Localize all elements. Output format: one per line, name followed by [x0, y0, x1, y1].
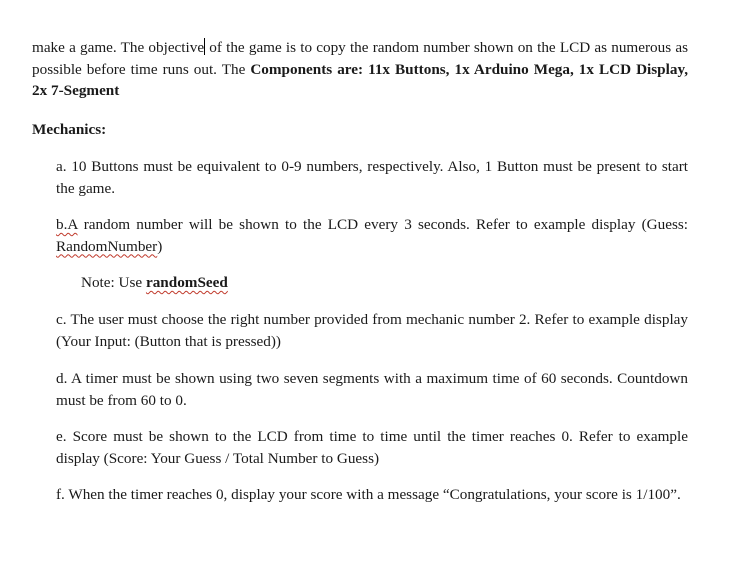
- components-list: Components are: 11x Buttons, 1x Arduino Mega, 1x LCD Display, 2x 7-Segment: [32, 60, 688, 99]
- intro-text-start: make a game. The objective: [32, 39, 205, 56]
- note-keyword-randomseed: randomSeed: [145, 274, 228, 291]
- mechanics-heading: Mechanics:: [32, 121, 107, 138]
- mechanic-e: e. Score must be shown to the LCD from time to time until the timer reaches 0. Refer to example display (Score: Your Guess / Total Number to Guess): [56, 428, 688, 467]
- intro-text-rest: of the game is to copy the random number shown on the LCD as numerous as possible before time runs out. The: [32, 39, 688, 78]
- mechanic-a: a. 10 Buttons must be equivalent to 0-9 numbers, respectively. Also, 1 Button must be present to start the game.: [56, 158, 688, 197]
- mechanic-f: f. When the timer reaches 0, display your score with a message “Congratulations, your score is 1/100”.: [56, 486, 681, 503]
- mechanic-b-suffix: ): [157, 237, 163, 255]
- note-line: [81, 272, 228, 294]
- note-prefix: Note: Use: [81, 274, 146, 291]
- mechanic-c: c. The user must choose the right number provided from mechanic number 2. Refer to example display (Your Input: (Button that is pressed)): [56, 311, 688, 350]
- mechanic-b-text: random number will be shown to the LCD every 3 seconds. Refer to example display (Guess:: [77, 216, 688, 233]
- spellcheck-flag-randomnumber: RandomNumber: [56, 237, 158, 255]
- mechanic-b: [56, 214, 688, 257]
- mechanic-d: d. A timer must be shown using two seven segments with a maximum time of 60 seconds. Countdown must be from 60 to 0.: [56, 370, 688, 409]
- spellcheck-flag-b-prefix: b.A: [56, 216, 78, 233]
- intro-paragraph: [32, 37, 688, 102]
